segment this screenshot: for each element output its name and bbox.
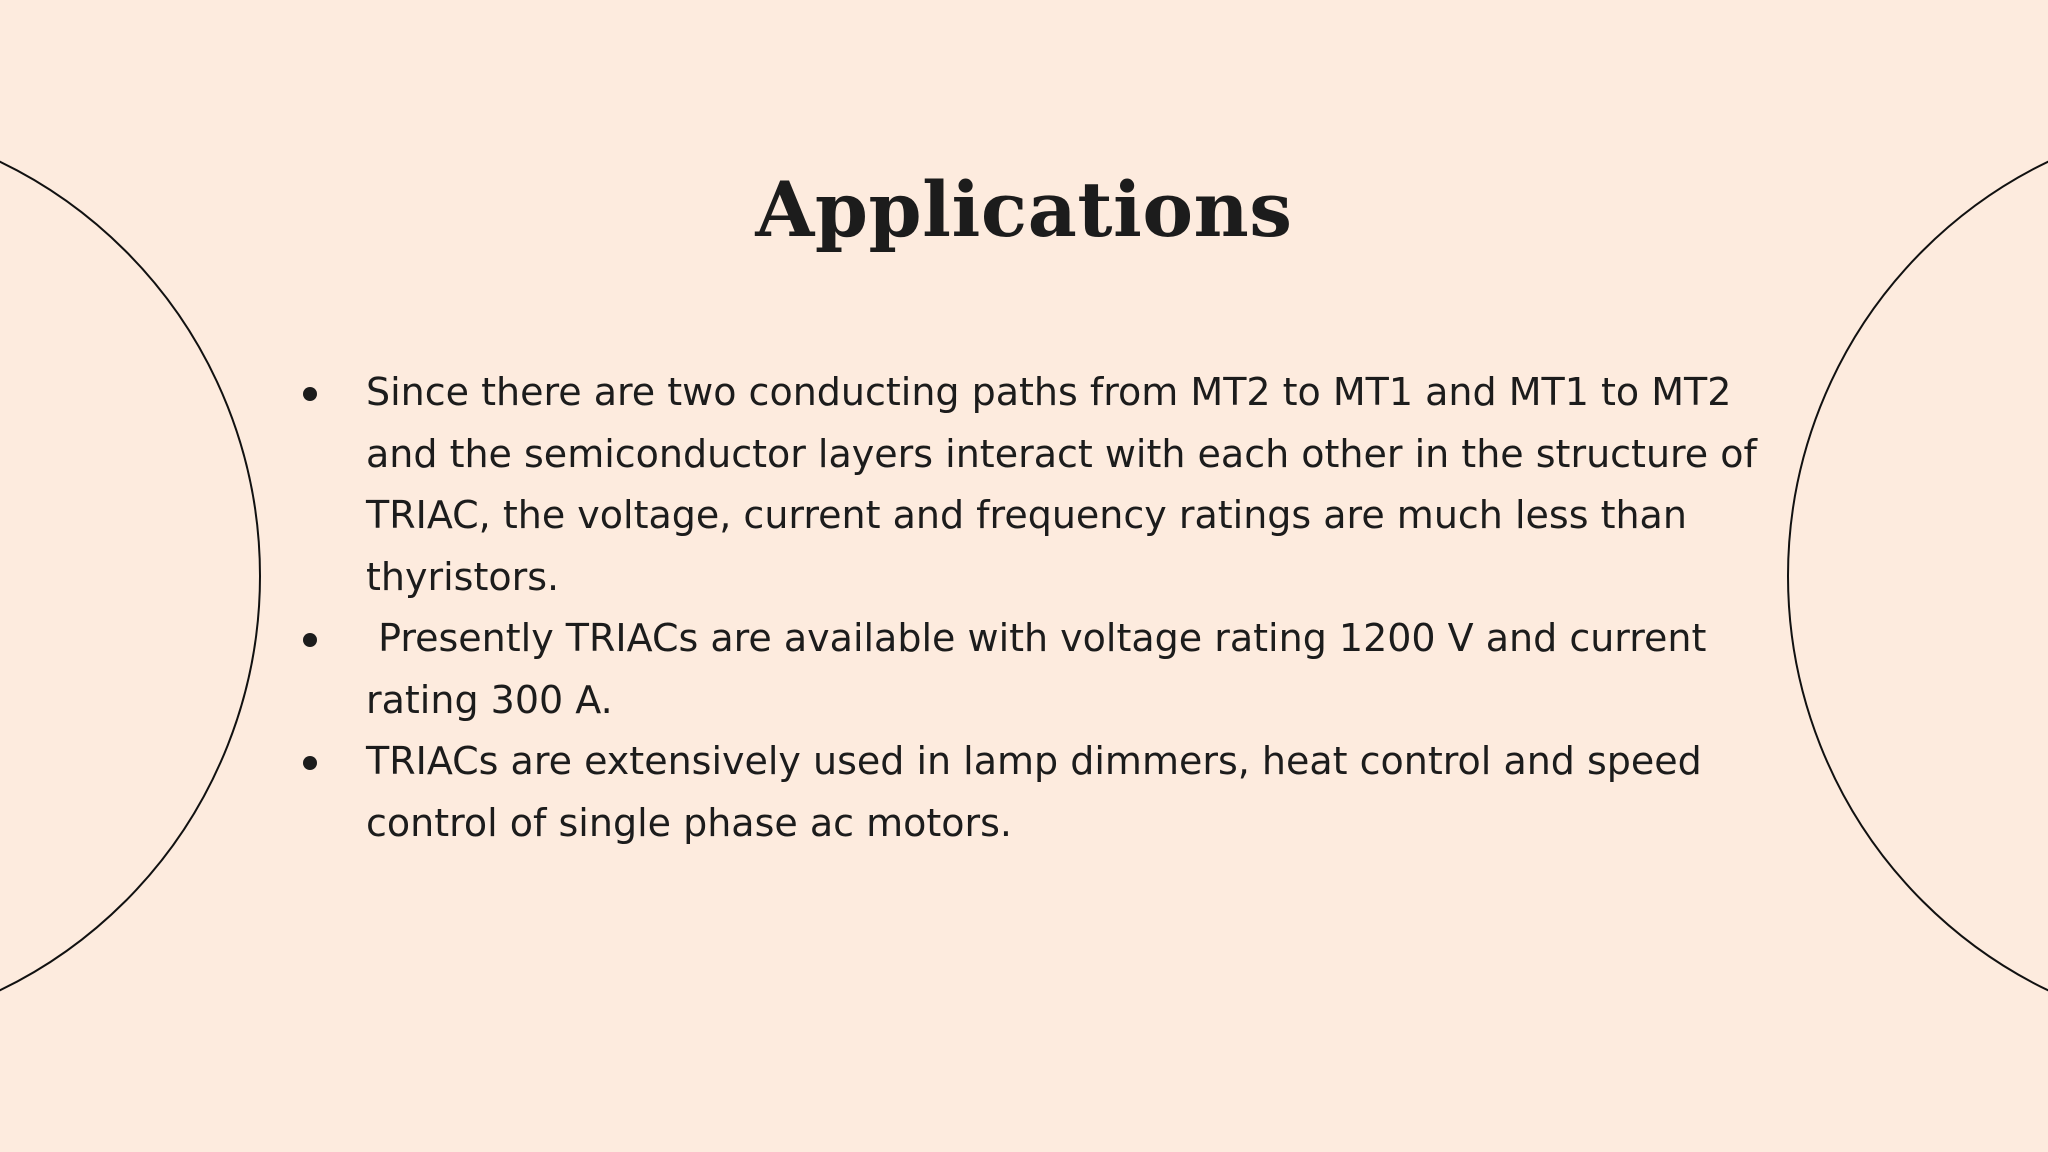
bullet-icon [303, 756, 317, 770]
bullet-list [296, 362, 1769, 854]
slide-title: Applications [755, 165, 1293, 254]
bullet-item [296, 731, 1766, 854]
bullet-icon [303, 387, 317, 401]
bullet-item [296, 362, 1769, 608]
bullet-icon [303, 633, 317, 647]
bullet-text: Since there are two conducting paths from MT2 to MT1 and MT1 to MT2 and the semiconductor layers interact with each other in the structure of TRIAC, the voltage, current and frequency ratings are much less than thyristors. [366, 370, 1769, 599]
bullet-text: TRIACs are extensively used in lamp dimmers, heat control and speed control of single phase ac motors. [366, 739, 1714, 845]
bullet-text: Presently TRIACs are available with voltage rating 1200 V and current rating 300 A. [366, 616, 1719, 722]
bullet-item [296, 608, 1766, 731]
